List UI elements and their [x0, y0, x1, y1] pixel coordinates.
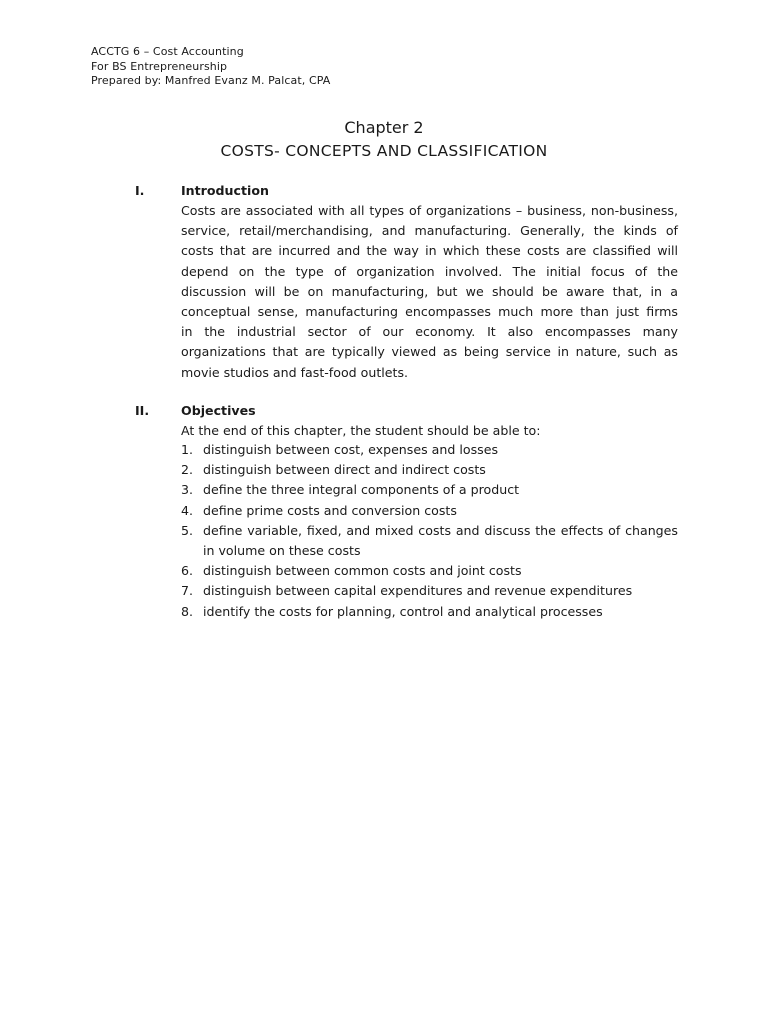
list-item: [181, 460, 678, 480]
paragraph-line: organizations that are typically viewed as being service in nature, such as: [181, 344, 678, 360]
chapter-title: COSTS- CONCEPTS AND CLASSIFICATION: [220, 142, 548, 160]
objectives-intro: [181, 421, 678, 441]
list-item-number: 7.: [181, 583, 194, 599]
objectives-intro-text: At the end of this chapter, the student should be able to:: [181, 423, 541, 438]
list-item: [181, 561, 678, 581]
list-item-number: 6.: [181, 563, 194, 579]
paragraph-line: costs that are incurred and the way in which these costs are classified will: [181, 243, 678, 259]
paragraph-line: movie studios and fast-food outlets.: [181, 364, 409, 380]
list-item-number: 5.: [181, 522, 194, 538]
paragraph-line: depend on the type of organization involved. The initial focus of the: [181, 263, 678, 279]
list-item-text: distinguish between cost, expenses and losses: [203, 442, 498, 457]
paragraph-line: Costs are associated with all types of organizations – business, non-business,: [181, 203, 678, 218]
section-numeral-objectives: II.: [135, 403, 150, 418]
paragraph-line: discussion will be on manufacturing, but we should be aware that, in a: [181, 283, 678, 299]
list-item-number: 2.: [181, 462, 194, 478]
paragraph-line: service, retail/merchandising, and manufacturing. Generally, the kinds of: [181, 223, 678, 239]
section-heading-objectives: Objectives: [181, 403, 256, 418]
list-item: [181, 501, 678, 521]
section-heading-introduction: Introduction: [181, 183, 269, 198]
list-item-text: distinguish between capital expenditures and revenue expenditures: [203, 583, 633, 599]
list-item-number: 3.: [181, 482, 194, 498]
list-item: [181, 480, 678, 500]
list-item-text: define prime costs and conversion costs: [203, 502, 457, 518]
document-header: [91, 45, 330, 89]
list-item-text: identify the costs for planning, control and analytical processes: [203, 603, 603, 619]
program-line: For BS Entrepreneurship: [91, 59, 228, 73]
list-item: [181, 602, 678, 622]
list-item: [181, 521, 678, 561]
list-item-text: distinguish between common costs and joint costs: [203, 563, 522, 579]
section-numeral-introduction: I.: [135, 183, 145, 198]
introduction-paragraph: [181, 201, 678, 383]
list-item: [181, 440, 678, 460]
list-item-text: define variable, fixed, and mixed costs and discuss the effects of changes in volume on these costs: [203, 522, 678, 559]
list-item-text: define the three integral components of a product: [203, 482, 520, 498]
list-item-number: 4.: [181, 502, 194, 518]
list-item-number: 1.: [181, 442, 194, 457]
paragraph-line: conceptual sense, manufacturing encompasses much more than just firms: [181, 304, 678, 320]
paragraph-line: in the industrial sector of our economy. It also encompasses many: [181, 324, 678, 340]
course-line: ACCTG 6 – Cost Accounting: [91, 45, 244, 58]
list-item: [181, 581, 678, 601]
objectives-list: [181, 440, 678, 622]
prepared-by-line: Prepared by: Manfred Evanz M. Palcat, CPA: [91, 74, 331, 87]
list-item-number: 8.: [181, 603, 194, 619]
list-item-text: distinguish between direct and indirect costs: [203, 462, 486, 478]
chapter-number: Chapter 2: [344, 118, 424, 137]
